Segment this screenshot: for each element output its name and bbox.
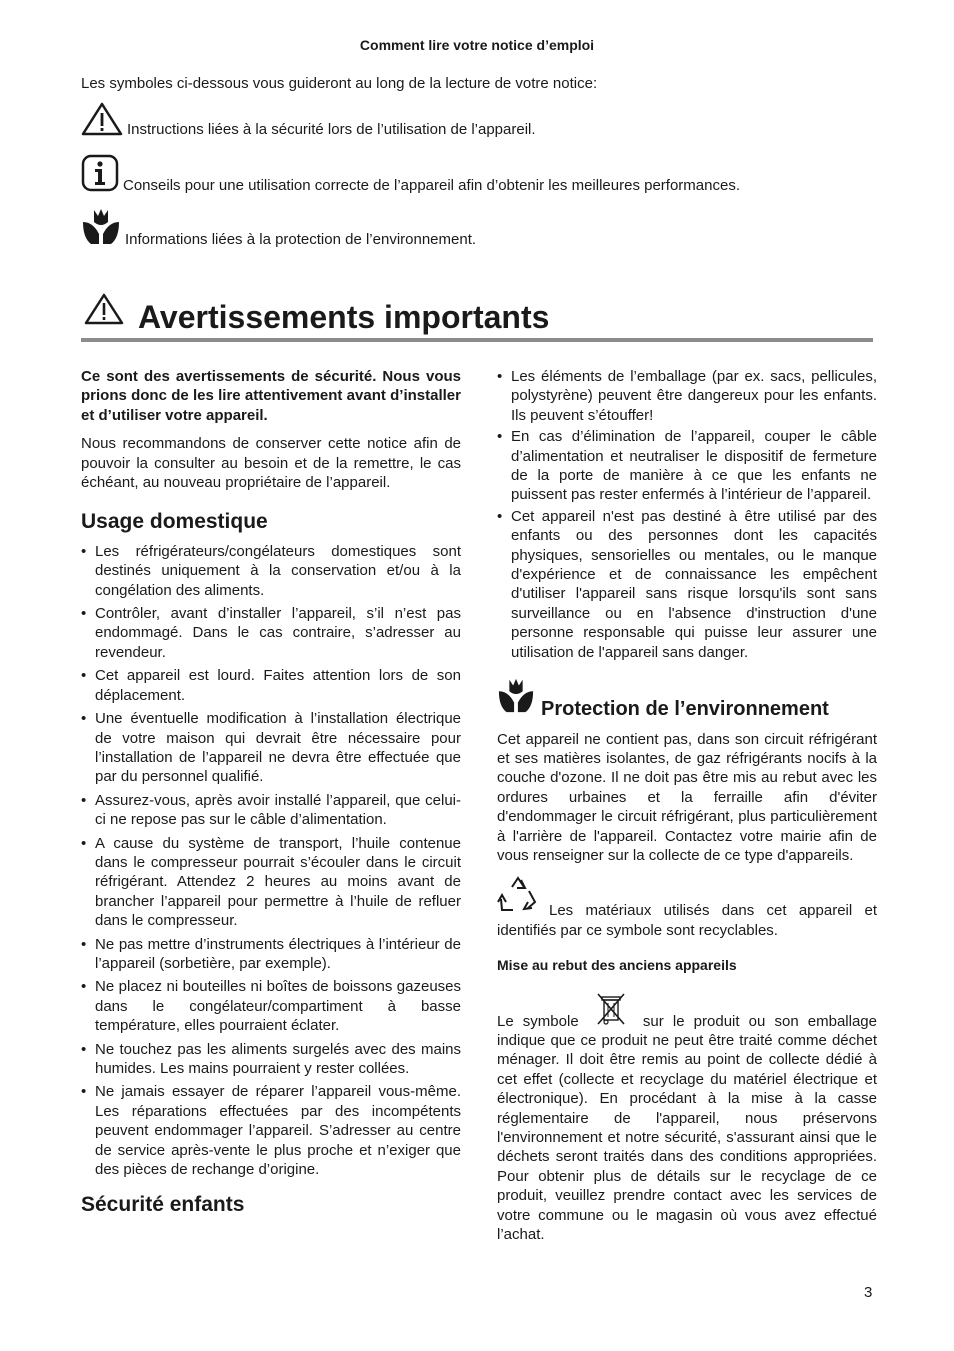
- list-item: • Contrôler, avant d’installer l’appareil, s’il n’est pas endommagé. Dans le cas contraire, s’adresser au revendeur.: [81, 604, 461, 662]
- page-title: Avertissements importants: [138, 299, 550, 335]
- environment-section-head: [497, 676, 877, 719]
- environment-flower-icon: [497, 676, 535, 719]
- environment-heading: Protection de l’environnement: [541, 698, 829, 721]
- list-item: • Ne pas mettre d’instruments électriques à l’intérieur de l’appareil (sorbetière, par exemple).: [81, 935, 461, 974]
- symbol-info-text: Conseils pour une utilisation correcte de l’appareil afin d’obtenir les meilleures performances.: [123, 177, 740, 194]
- list-item: • Ne touchez pas les aliments surgelés avec des mains humides. Les mains pourraient y rester collées.: [81, 1040, 461, 1079]
- usage-list: [81, 542, 461, 1180]
- recycle-paragraph: [497, 875, 877, 940]
- usage-heading: Usage domestique: [81, 510, 268, 534]
- child-safety-heading: Sécurité enfants: [81, 1193, 245, 1217]
- recycle-text: Les matériaux utilisés dans cet appareil et identifiés par ce symbole sont recyclables.: [497, 902, 877, 939]
- environment-paragraph: Cet appareil ne contient pas, dans son circuit réfrigérant et ses matières isolantes, de gaz réfrigérants nocifs à la couche d'ozone. Il ne doit pas être mis au rebut avec les ordures urbaines et la ferraille afin d'éviter d'endommager le circuit réfrigérant, plus particulièrement à l'arrière de l'appareil. Contactez votre mairie afin de vous renseigner sur la collecte de ce type d'appareils.: [497, 730, 877, 864]
- list-item: • Les éléments de l’emballage (par ex. sacs, pellicules, polystyrène) peuvent être dangereux pour les enfants. Ils peuvent s’étouffer!: [497, 367, 877, 425]
- left-column: [81, 367, 461, 1215]
- intro-text: Les symboles ci-dessous vous guideront au long de la lecture de votre notice:: [81, 75, 598, 92]
- symbol-row-info: [81, 154, 740, 196]
- warning-triangle-icon: [81, 102, 123, 140]
- list-item: • Les réfrigérateurs/congélateurs domestiques sont destinés uniquement à la conservation et/ou à la congélation des aliments.: [81, 542, 461, 600]
- symbol-row-environment: [81, 206, 476, 250]
- intro-paragraph: Nous recommandons de conserver cette notice afin de pouvoir la consulter au besoin et de la remettre, le cas échéant, au nouveau propriétaire de l’appareil.: [81, 435, 461, 492]
- disposal-prefix: Le symbole: [497, 1012, 579, 1030]
- right-column: [497, 367, 877, 1244]
- recycle-icon: [497, 875, 539, 920]
- symbol-safety-text: Instructions liées à la sécurité lors de l’utilisation de l’appareil.: [127, 121, 536, 138]
- disposal-text: sur le produit ou son emballage indique que ce produit ne peut être traité comme déchet ménager. Il doit être remis au point de collecte dédié à cet effet (collecte et recyclage du matériel électrique et électronique). En procédant à la mise à la casse réglementaire de l'appareil, nous préservons l'environnement et notre sécurité, s'assurant ainsi que le déchets seront traités dans des conditions appropriées. Pour obtenir plus de détails sur le recyclage de ce produit, veuillez prendre contact avec les services de votre commune ou le magasin où vous avez effectué l’achat.: [497, 1012, 877, 1244]
- environment-flower-icon: [81, 206, 121, 250]
- main-title-bar: [81, 296, 873, 342]
- symbol-environment-text: Informations liées à la protection de l’environnement.: [125, 231, 477, 248]
- list-item: • A cause du système de transport, l’huile contenue dans le compresseur pourrait s’écouler dans le circuit réfrigérant. Attendez 2 heures au moins avant de brancher l’appareil pour permettre à l’huile de refluer dans le compresseur.: [81, 834, 461, 931]
- disposal-paragraph: [497, 992, 877, 1245]
- list-item: • Ne placez ni bouteilles ni boîtes de boissons gazeuses dans le congélateur/compartiment à basse température, elles pourraient éclater.: [81, 977, 461, 1035]
- info-icon: [81, 154, 119, 196]
- symbol-row-safety: [81, 102, 536, 140]
- list-item: • En cas d’élimination de l’appareil, couper le câble d’alimentation et neutraliser le dispositif de fermeture de la porte de manière à ce que les enfants ne puissent pas rester enfermés à l’intérieur de l’appareil.: [497, 427, 877, 505]
- page-number: 3: [864, 1284, 873, 1301]
- crossed-bin-icon: [594, 992, 628, 1031]
- lead-paragraph: Ce sont des avertissements de sécurité. Nous vous prions donc de les lire attentivement avant d’installer et d’utiliser votre appareil.: [81, 368, 461, 424]
- list-item: • Assurez-vous, après avoir installé l’appareil, que celui-ci ne repose pas sur le câble d’alimentation.: [81, 791, 461, 830]
- child-safety-list: [497, 367, 877, 662]
- list-item: • Ne jamais essayer de réparer l’appareil vous-même. Les réparations effectuées par des incompétents peuvent endommager l’appareil. S’adresser au centre de service après-vente le plus proche et n’exiger que des pièces de rechange d’origine.: [81, 1082, 461, 1179]
- list-item: • Une éventuelle modification à l’installation électrique de votre maison qui devrait être nécessaire pour l’installation de l’appareil ne devra être effectuée que par du personnel qualifié.: [81, 709, 461, 787]
- list-item: • Cet appareil est lourd. Faites attention lors de son déplacement.: [81, 666, 461, 705]
- page-header-title: Comment lire votre notice d’emploi: [359, 37, 595, 53]
- disposal-heading: Mise au rebut des anciens appareils: [497, 957, 737, 974]
- warning-triangle-icon: [84, 293, 124, 330]
- list-item: • Cet appareil n'est pas destiné à être utilisé par des enfants ou des personnes dont les capacités physiques, sensorielles ou mentales, ou le manque d'expérience et de connaissance les empêchent d'utiliser l'appareil sans risque lorsqu'ils sont sans surveillance ou en l'absence d'instruction d'une personne responsable qui puisse leur assurer une utilisation de l'appareil sans danger.: [497, 507, 877, 662]
